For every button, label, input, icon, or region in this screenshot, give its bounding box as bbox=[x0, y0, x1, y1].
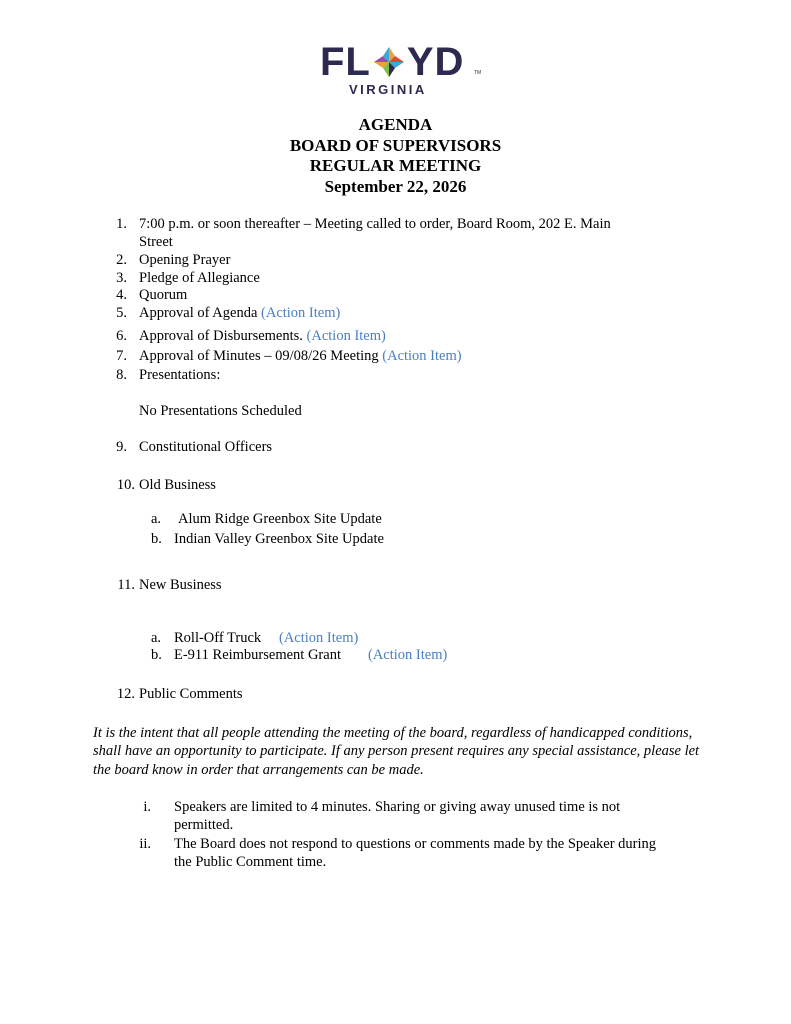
action-item-tag: (Action Item) bbox=[382, 348, 462, 364]
item-text: Public Comments bbox=[139, 686, 243, 702]
heading-board: BOARD OF SUPERVISORS bbox=[289, 135, 502, 155]
sub-item-text: Roll-Off Truck bbox=[174, 630, 262, 646]
item-number: 11. bbox=[117, 577, 135, 593]
item-text-continued: Street bbox=[139, 234, 173, 250]
floyd-virginia-logo bbox=[320, 40, 480, 100]
accessibility-notice: It is the intent that all people attending the meeting of the board, regardless of handicapped conditions, shall have an opportunity to participate. If any person present requires any special assistance, please let the board know in order that arrangements can be made. bbox=[93, 725, 700, 778]
item-text: Approval of Agenda bbox=[139, 305, 258, 321]
item-text: Pledge of Allegiance bbox=[139, 270, 260, 286]
item-number: 12. bbox=[116, 686, 135, 702]
sub-item-letter: a. bbox=[151, 511, 162, 527]
sub-item-text: Indian Valley Greenbox Site Update bbox=[174, 531, 384, 547]
item-text: Approval of Disbursements. bbox=[139, 328, 303, 344]
agenda-heading bbox=[0, 115, 791, 198]
star-emblem-icon bbox=[372, 45, 406, 79]
item-text: Opening Prayer bbox=[139, 252, 231, 268]
item-number: 2. bbox=[116, 252, 127, 268]
item-text: Constitutional Officers bbox=[139, 439, 273, 455]
rule-text-continued: permitted. bbox=[174, 817, 234, 833]
rule-number: ii. bbox=[139, 836, 151, 852]
item-text-line bbox=[139, 327, 386, 345]
action-item-tag: (Action Item) bbox=[279, 630, 359, 646]
item-text: Approval of Minutes – 09/08/26 Meeting bbox=[139, 348, 379, 364]
sub-item-letter: b. bbox=[151, 647, 162, 663]
sub-item-letter: b. bbox=[151, 531, 162, 547]
action-item-tag: (Action Item) bbox=[261, 305, 341, 321]
item-number: 8. bbox=[116, 367, 127, 383]
logo-wordmark bbox=[320, 40, 464, 84]
item-number: 5. bbox=[116, 305, 127, 321]
item-text-line bbox=[139, 347, 462, 365]
rule-number: i. bbox=[143, 799, 151, 815]
item-number: 6. bbox=[116, 328, 127, 344]
sub-item-text: E-911 Reimbursement Grant bbox=[174, 647, 341, 663]
item-number: 3. bbox=[116, 270, 127, 286]
sub-item-letter: a. bbox=[151, 630, 162, 646]
item-text: Quorum bbox=[139, 287, 188, 303]
action-item-tag: (Action Item) bbox=[368, 647, 448, 663]
heading-date: September 22, 2026 bbox=[324, 177, 467, 197]
item-text: 7:00 p.m. or soon thereafter – Meeting called to order, Board Room, 202 E. Main bbox=[139, 216, 611, 232]
item-number: 9. bbox=[116, 439, 127, 455]
logo-letters-yd: YD bbox=[406, 40, 465, 84]
item-number: 10. bbox=[116, 477, 135, 493]
heading-meeting-type: REGULAR MEETING bbox=[309, 156, 482, 176]
item-number: 4. bbox=[116, 287, 127, 303]
presentations-note: No Presentations Scheduled bbox=[139, 403, 302, 419]
item-text: Presentations: bbox=[139, 367, 221, 383]
rule-text: Speakers are limited to 4 minutes. Sharing or giving away unused time is not bbox=[174, 799, 621, 815]
item-text: New Business bbox=[139, 577, 222, 593]
item-text: Old Business bbox=[139, 477, 216, 493]
logo-letters-fl: FL bbox=[320, 40, 371, 84]
rule-text-continued: the Public Comment time. bbox=[174, 854, 327, 870]
item-number: 7. bbox=[116, 348, 127, 364]
item-number: 1. bbox=[116, 216, 127, 232]
action-item-tag: (Action Item) bbox=[306, 328, 386, 344]
rule-text: The Board does not respond to questions or comments made by the Speaker during bbox=[174, 836, 657, 852]
trademark-mark: TM bbox=[474, 70, 482, 76]
sub-item-text: Alum Ridge Greenbox Site Update bbox=[178, 511, 382, 527]
heading-agenda: AGENDA bbox=[358, 115, 433, 134]
item-text-line bbox=[139, 304, 340, 322]
logo-subtitle: VIRGINIA bbox=[349, 82, 427, 97]
